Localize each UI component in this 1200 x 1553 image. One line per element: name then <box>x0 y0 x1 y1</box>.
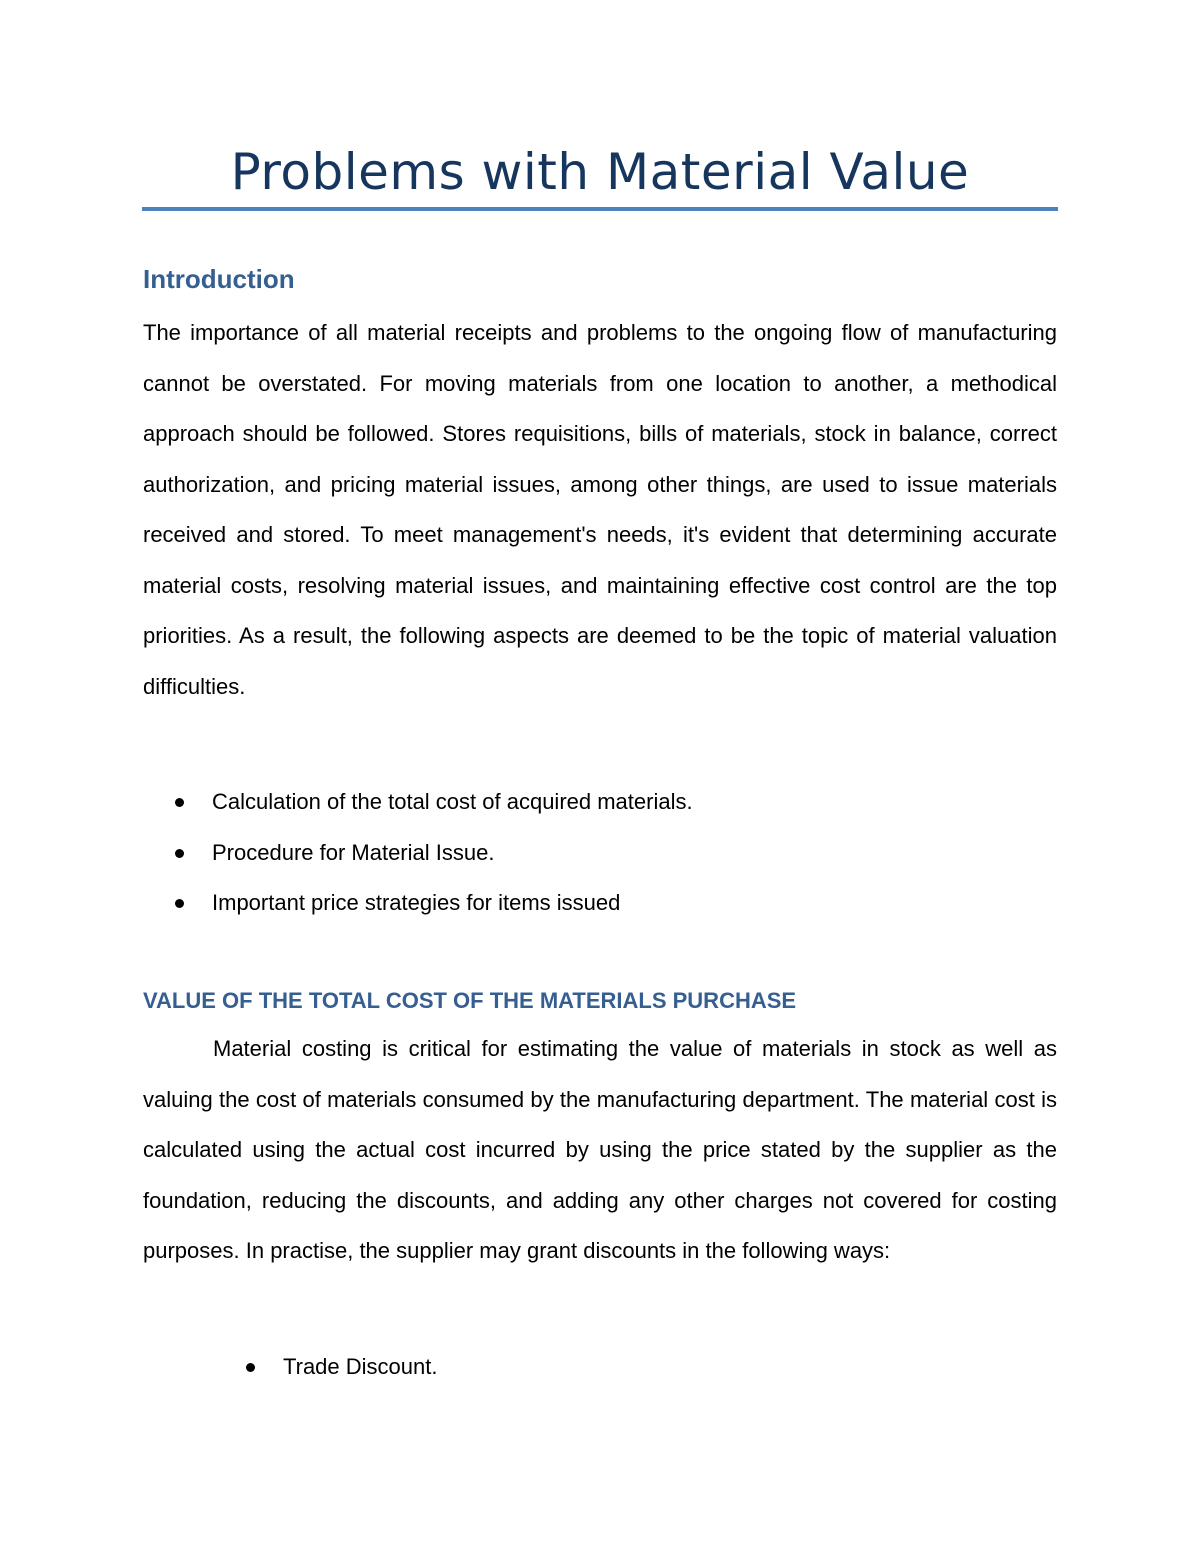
list-item-text: Important price strategies for items issued <box>212 890 621 915</box>
title-underline <box>142 207 1058 211</box>
discount-bullet-list <box>283 1352 1058 1403</box>
list-item-text: Trade Discount. <box>283 1354 438 1379</box>
list-item <box>212 838 1058 889</box>
bullet-icon <box>246 1363 255 1372</box>
list-item-text: Calculation of the total cost of acquired materials. <box>212 789 693 814</box>
introduction-bullet-list <box>212 787 1058 939</box>
bullet-icon <box>175 798 184 807</box>
section-heading-total-cost: VALUE OF THE TOTAL COST OF THE MATERIALS PURCHASE <box>143 988 797 1013</box>
introduction-paragraph: The importance of all material receipts and problems to the ongoing flow of manufacturing cannot be overstated. For moving materials from one location to another, a methodical approach should be followed. Stores requisitions, bills of materials, stock in balance, correct authorization, and pricing material issues, among other things, are used to issue materials received and stored. To meet management's needs, it's evident that determining accurate material costs, resolving material issues, and maintaining effective cost control are the top priorities. As a result, the following aspects are deemed to be the topic of material valuation difficulties. <box>143 320 1057 699</box>
list-item <box>212 888 1058 939</box>
section-heading-introduction: Introduction <box>143 264 295 294</box>
list-item <box>283 1352 1058 1403</box>
list-item <box>212 787 1058 838</box>
bullet-icon <box>175 849 184 858</box>
document-title: Problems with Material Value <box>230 143 970 201</box>
total-cost-paragraph: Material costing is critical for estimating the value of materials in stock as well as valuing the cost of materials consumed by the manufacturing department. The material cost is calculated using the actual cost incurred by using the price stated by the supplier as the foundation, reducing the discounts, and adding any other charges not covered for costing purposes. In practise, the supplier may grant discounts in the following ways: <box>143 1036 1057 1263</box>
list-item-text: Procedure for Material Issue. <box>212 839 495 865</box>
bullet-icon <box>175 899 184 908</box>
